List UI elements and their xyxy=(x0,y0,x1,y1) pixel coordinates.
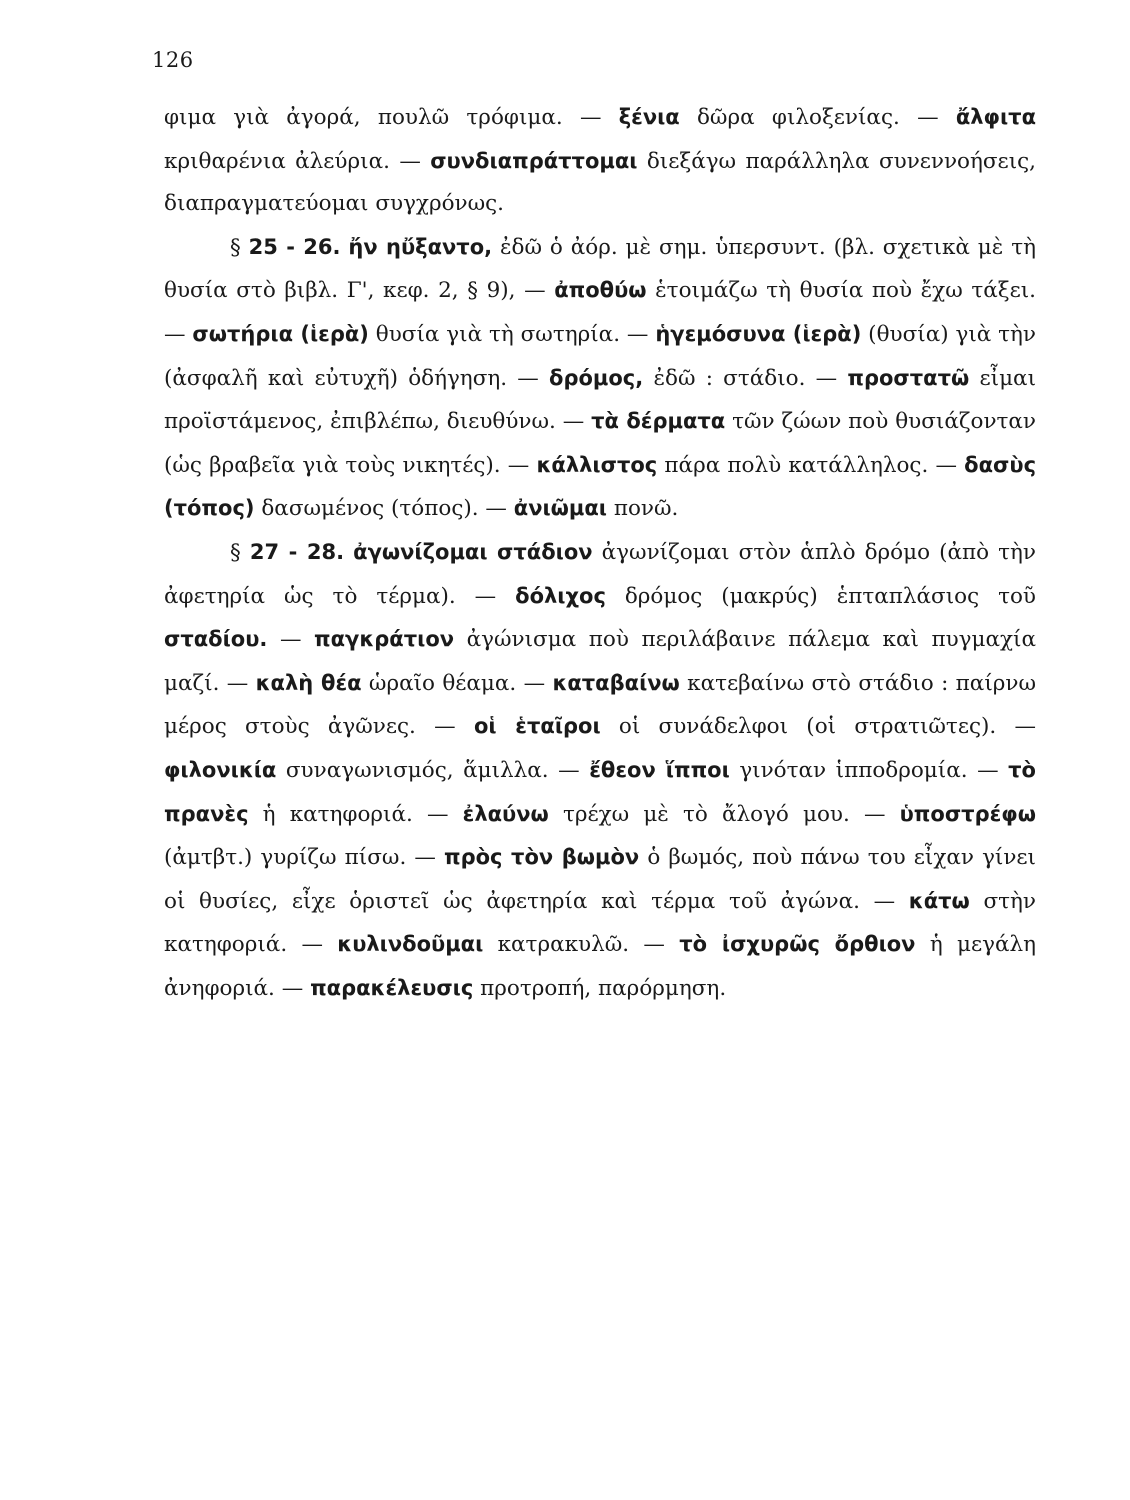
headword: οἱ ἑταῖροι xyxy=(473,714,601,739)
headword: καλὴ θέα xyxy=(255,670,362,695)
gloss-text: τρέχω μὲ τὸ ἄλογό μου. — xyxy=(548,801,900,827)
headword: σωτήρια (ἱερὰ) xyxy=(192,321,369,346)
headword: κάτω xyxy=(908,888,970,913)
headword: φιλονικία xyxy=(164,757,277,782)
headword: ἡγεμόσυνα (ἱερὰ) xyxy=(655,321,862,346)
headword: 25 - 26. xyxy=(248,234,341,259)
headword: ἀποθύω xyxy=(554,278,647,303)
headword: καταβαίνω xyxy=(552,670,680,695)
gloss-text: ἐδῶ : στάδιο. — xyxy=(643,365,848,391)
headword: ἄλφιτα xyxy=(955,105,1036,129)
gloss-text: δρόμος (μακρύς) ἑπταπλάσιος τοῦ xyxy=(605,583,1036,609)
gloss-text: φιμα γιὰ ἀγορά, πουλῶ τρόφιμα. — xyxy=(164,105,619,130)
gloss-text: δῶρα φιλοξενίας. — xyxy=(679,105,956,130)
gloss-text: ὁ βωμός, ποὺ πάνω του εἶχαν γίνει οἱ θυσίες, εἶχε ὁριστεῖ ὡς ἀφετηρία καὶ τέρμα τοῦ ἀγώνα. — xyxy=(164,845,1036,914)
gloss-text: — xyxy=(267,627,315,653)
headword: ὑποστρέφω xyxy=(899,801,1036,826)
headword: σταδίου. xyxy=(164,627,268,652)
headword: 27 - 28. xyxy=(249,539,345,564)
gloss-text: στὴν κατηφοριά. — xyxy=(164,888,1036,958)
headword: ἀγωνίζομαι στάδιον xyxy=(353,539,593,564)
paragraph xyxy=(164,531,1036,1011)
commentary-text xyxy=(164,96,1036,1010)
gloss-text: οἱ συνάδελφοι (οἱ στρατιῶτες). — xyxy=(600,714,1036,740)
headword: ἔθεον ἵπποι xyxy=(589,757,730,782)
gloss-text: κριθαρένια ἀλεύρια. — xyxy=(164,148,431,174)
gloss-text: εἶμαι προϊστάμενος, ἐπιβλέπω, διευθύνω. — xyxy=(164,365,1036,435)
gloss-text: § xyxy=(230,539,250,565)
headword: παγκράτιον xyxy=(314,627,455,652)
gloss-text: ἐδῶ ὁ ἀόρ. μὲ σημ. ὑπερσυντ. (βλ. σχετικὰ μὲ τὴ θυσία στὸ βιβλ. Γ', κεφ. 2, § 9), — xyxy=(164,234,1036,304)
gloss-text: ἡ μεγάλη ἀνηφοριά. — xyxy=(164,932,1037,1001)
headword: δρόμος, xyxy=(549,365,644,390)
gloss-text: ἑτοιμάζω τὴ θυσία ποὺ ἔχω τάξει. — xyxy=(164,278,1036,347)
gloss-text: ἀγωνίζομαι στὸν ἁπλὸ δρόμο (ἀπὸ τὴν ἀφετηρία ὡς τὸ τέρμα). — xyxy=(164,539,1036,609)
headword: δόλιχος xyxy=(515,583,606,608)
gloss-text: προτροπή, παρόρμηση. xyxy=(473,975,727,1001)
gloss-text xyxy=(344,540,353,565)
gloss-text: δασωμένος (τόπος). — xyxy=(254,496,514,522)
page-number: 126 xyxy=(152,48,194,72)
gloss-text: γινόταν ἱπποδρομία. — xyxy=(729,757,1009,783)
headword: τὸ πρανὲς xyxy=(164,757,1036,826)
gloss-text: κατρακυλῶ. — xyxy=(483,932,680,958)
headword: παρακέλευσις xyxy=(310,975,474,1000)
headword: δασὺς (τόπος) xyxy=(164,452,1037,521)
headword: πρὸς τὸν βωμὸν xyxy=(443,845,640,870)
gloss-text: (ἀμτβτ.) γυρίζω πίσω. — xyxy=(164,845,444,871)
gloss-text: πονῶ. xyxy=(607,496,679,522)
gloss-text: ἀγώνισμα ποὺ περιλάβαινε πάλεμα καὶ πυγμαχία μαζί. — xyxy=(164,627,1036,696)
gloss-text: (θυσία) γιὰ τὴν (ἀσφαλῆ καὶ εὐτυχῆ) ὁδήγηση. — xyxy=(164,321,1037,391)
headword: τὸ ἰσχυρῶς ὄρθιον xyxy=(679,932,916,957)
headword: ἀνιῶμαι xyxy=(513,496,607,521)
headword: ἤν ηὔξαντο, xyxy=(348,234,493,259)
headword: ἐλαύνω xyxy=(462,801,549,826)
gloss-text: § xyxy=(230,234,249,260)
gloss-text: συναγωνισμός, ἅμιλλα. — xyxy=(276,757,590,783)
paragraph xyxy=(164,96,1036,226)
headword: ξένια xyxy=(618,105,680,129)
gloss-text: θυσία γιὰ τὴ σωτηρία. — xyxy=(368,321,656,347)
paragraph xyxy=(164,226,1036,531)
gloss-text: κατεβαίνω στὸ στάδιο : παίρνω μέρος στοὺς ἀγῶνες. — xyxy=(164,670,1036,740)
headword: τὰ δέρματα xyxy=(591,409,726,434)
headword: συνδιαπράττομαι xyxy=(430,148,638,173)
headword: κάλλιστος xyxy=(536,452,658,477)
gloss-text: ὡραῖο θέαμα. — xyxy=(361,670,553,696)
gloss-text: ἡ κατηφοριά. — xyxy=(248,801,463,827)
headword: κυλινδοῦμαι xyxy=(337,932,484,957)
gloss-text: διεξάγω παράλληλα συνεννοήσεις, διαπραγματεύομαι συγχρόνως. xyxy=(164,148,1036,217)
headword: προστατῶ xyxy=(847,365,970,390)
gloss-text: τῶν ζώων ποὺ θυσιάζονταν (ὡς βραβεῖα γιὰ τοὺς νικητές). — xyxy=(164,409,1036,478)
gloss-text: πάρα πολὺ κατάλληλος. — xyxy=(657,452,965,478)
